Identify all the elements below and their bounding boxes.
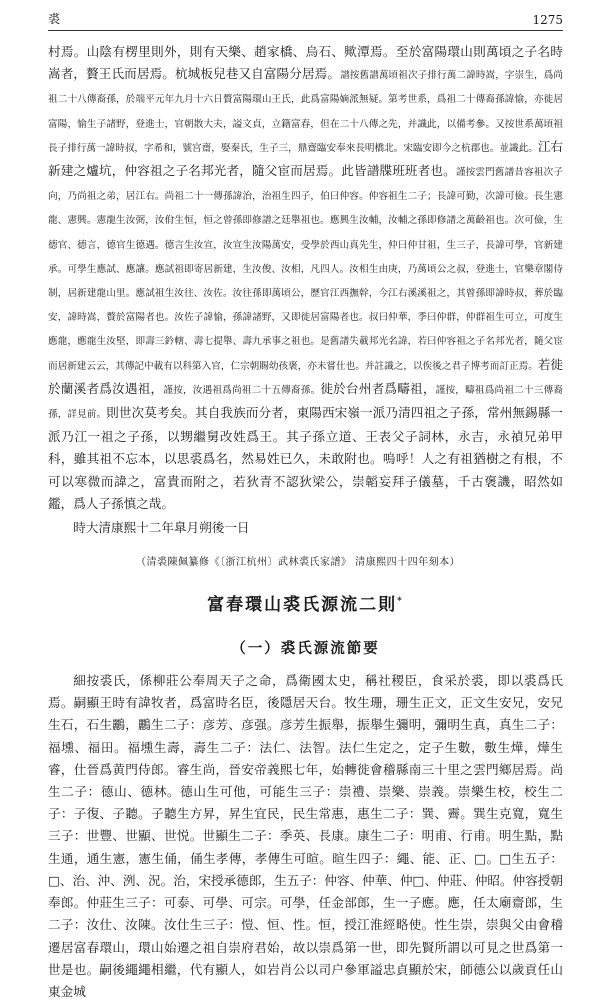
annotation-text: 謹按，疇祖爲尚祖二十三傳裔孫，詳見前。 bbox=[48, 384, 564, 421]
annotation-text: 謹按雲門舊譜昔容祖次子向，乃尚祖之弟，居江右。尚祖二十一傳孫諱治，治祖生四子，伯曰仲容。仲容祖生二子；長諱可勤，次諱可儉。長生憲龍、憲興。憲龍生汝弼，汝佾生恒，恒之曾孫即修譜之廷舉祖也。應興生汝輔，汝輔之孫即修譜之萬齡祖也。次可儉，生德官、德言，德官生德遇。德言生汝宣，汝宣生汝陽萬安，受學於西山真先生，仲曰仲甘祖，生三子，長諱可學，官新建承。可學生應試、應讓。應試祖即寄居新建，生汝俊、汝相，凡四人。汝相生由庚，乃萬頃公之叔，登進士，官樂章閣侍制，居新建龍山里。應試祖生汝往、汝佐。汝往孫即萬頃公，歷官江西撫幹，今江右溪溪祖之，其曾孫即諱時叔，葬於臨安，諱時嵩，贅於富陽者也。汝佐子諱愉，孫諱諸野，又即徙居富陽者也。叔曰仲華，季曰仲群，仲群祖生可立，可度生應龍，應龍生汝堅，即壽三鈐轄、壽七提舉、壽九承事之祖也。是舊譜失載邦光名諱，若曰仲容祖之子名邦光者，隨父宦而居新建云云，其傳記中載有以科第入官，仁宗朝賜幼孩褒，亦未嘗仕也。并註識之，以俟後之君子博考而訂正焉。 bbox=[48, 167, 564, 372]
upper-paragraph bbox=[48, 41, 563, 515]
section-title bbox=[48, 590, 563, 615]
running-head: 裘 bbox=[48, 12, 61, 26]
body-paragraph: 細按裘氏，係柳莊公奉周天子之命，爲衛國太史，稱社稷臣，食采於裘，即以裘爲氏焉。嗣顯王時有諱牧者，爲富時名臣，後隱居天台。牧生珊，珊生正文，正文生安兄，安兄生石，石生鸝，鸝生二子：彦芳、彦强。彦芳生振舉，振舉生彌明，彌明生真，真生二子：福壎、福田。福壎生壽，壽生二子：法仁、法智。法仁生定之，定子生數，數生燁，燁生睿，仕晉爲黄門侍郎。睿生尚，晉安帝義熙七年，始轉徙會稽縣南三十里之雲門鄉居焉。尚生二子：德山、德林。德山生可他，可能生三子：崇禮、崇樂、崇義。崇樂生校，校生二子：子復、子聽。子聽生方昇，昇生宜民，民生常惠，惠生二子：巽、霽。巽生克寬，寬生三子：世豐、世顯、世悦。世顯生二子：季英、長康。康生二子：明甫、行甫。明生點，點生通，通生憲，憲生俑，俑生孝傳，孝傳生可暄。暄生四子：繩、能、正、□。□生五子：□、治、沖、洌、況。治，宋授承德郎，生五子：仲容、仲華、仲□、仲莊、仲昭。仲容授朝奉郎。仲莊生三子：可泰、可學、可宗。可學，任金部郎，生一子應。應，任太廟齋郎，生二子：汝仕、汝陳。汝仕生三子：愷、恒、性。恒，授江淮經略使。性生崇，崇與父由會稽遷居富春環山，環山始遷之祖自崇府君始，故以崇爲第一世，即先賢所謂以可見之世爲第一世是也。嗣後繩繩相繼，代有顯人，如岩肖公以司户參軍謚忠貞顯於宋，師德公以歲貢任山東金城 bbox=[48, 673, 563, 999]
main-text: 則世次莫考矣。其自我族而分者，東陽西宋嶺一派乃清四祖之子孫，常州無錫縣一派乃江一祖之子孫，以甥繼舅改姓爲王。其子孫立道、王表父子詞林，永吉，永禎兄弟甲科，雖其祖不忘本，以思裘爲名，然易姓已久，未敢附也。嗚呼！人之有祖猶樹之有根，不可以寒微而諱之，富貴而附之，若狄青不認狄梁公，崇韜妄拜子儀墓，千古褒譏，昭然如鑑，爲人子孫慎之哉。 bbox=[48, 405, 564, 511]
main-text: 徙於台州者爲疇祖， bbox=[320, 380, 436, 396]
section-footnote-mark: * bbox=[397, 596, 404, 607]
annotation-text: 譜按舊譜萬頃祖次子排行萬二諱時嵩，字崇生，爲尚祖二十八傳裔孫，於端平元年九月十六日贅富陽環山王氏，此爲富陽嫡派無疑。第考世系，爲祖二十傳裔孫諱愉，亦徙居富陽，愉生子諸野，登進士，官朝散大夫，謚文貞，立籍富春，但在二十八傳之先，并識此，以備考參。又按世系萬頃祖長子排行萬一諱時叔，字希和，號宫齋，娶秦氏，生子三，鼎齋臨安奉來長明橋北。宋臨安即今之杭郡也。並識此。 bbox=[48, 70, 564, 154]
page-number: 1275 bbox=[532, 13, 563, 27]
date-line: 時大清康熙十二年臯月朔後一日 bbox=[73, 520, 250, 536]
sub-title: （一）裘氏源流節要 bbox=[231, 640, 380, 658]
header-rule bbox=[48, 30, 563, 31]
main-text: 村焉。山陰有楞里則外，則有天樂、趙家橋、烏石、歟潭焉。至於富陽環山則萬頃之子名時嵩者，贅王氏而居焉。杭城板兒巷又自富陽分居焉。 bbox=[48, 44, 563, 82]
source-citation: （清裘陳佩纂修《〔浙江杭州〕武林裘氏家譜》 清康熙四十四年刻本） bbox=[136, 557, 461, 569]
page-header bbox=[48, 10, 563, 30]
annotation-text: 謹按，汝遇祖爲尚祖二十五傳裔孫。 bbox=[163, 384, 321, 396]
main-text: 若徙於蘭溪者爲汝遇祖， bbox=[48, 356, 564, 396]
section-title-text: 富春環山裘氏源流二則 bbox=[207, 595, 398, 616]
main-text: 江右新建之爐坑，仲容祖之子名邦光者，隨父宦而居焉。此皆譜牒班班者也。 bbox=[48, 138, 564, 179]
